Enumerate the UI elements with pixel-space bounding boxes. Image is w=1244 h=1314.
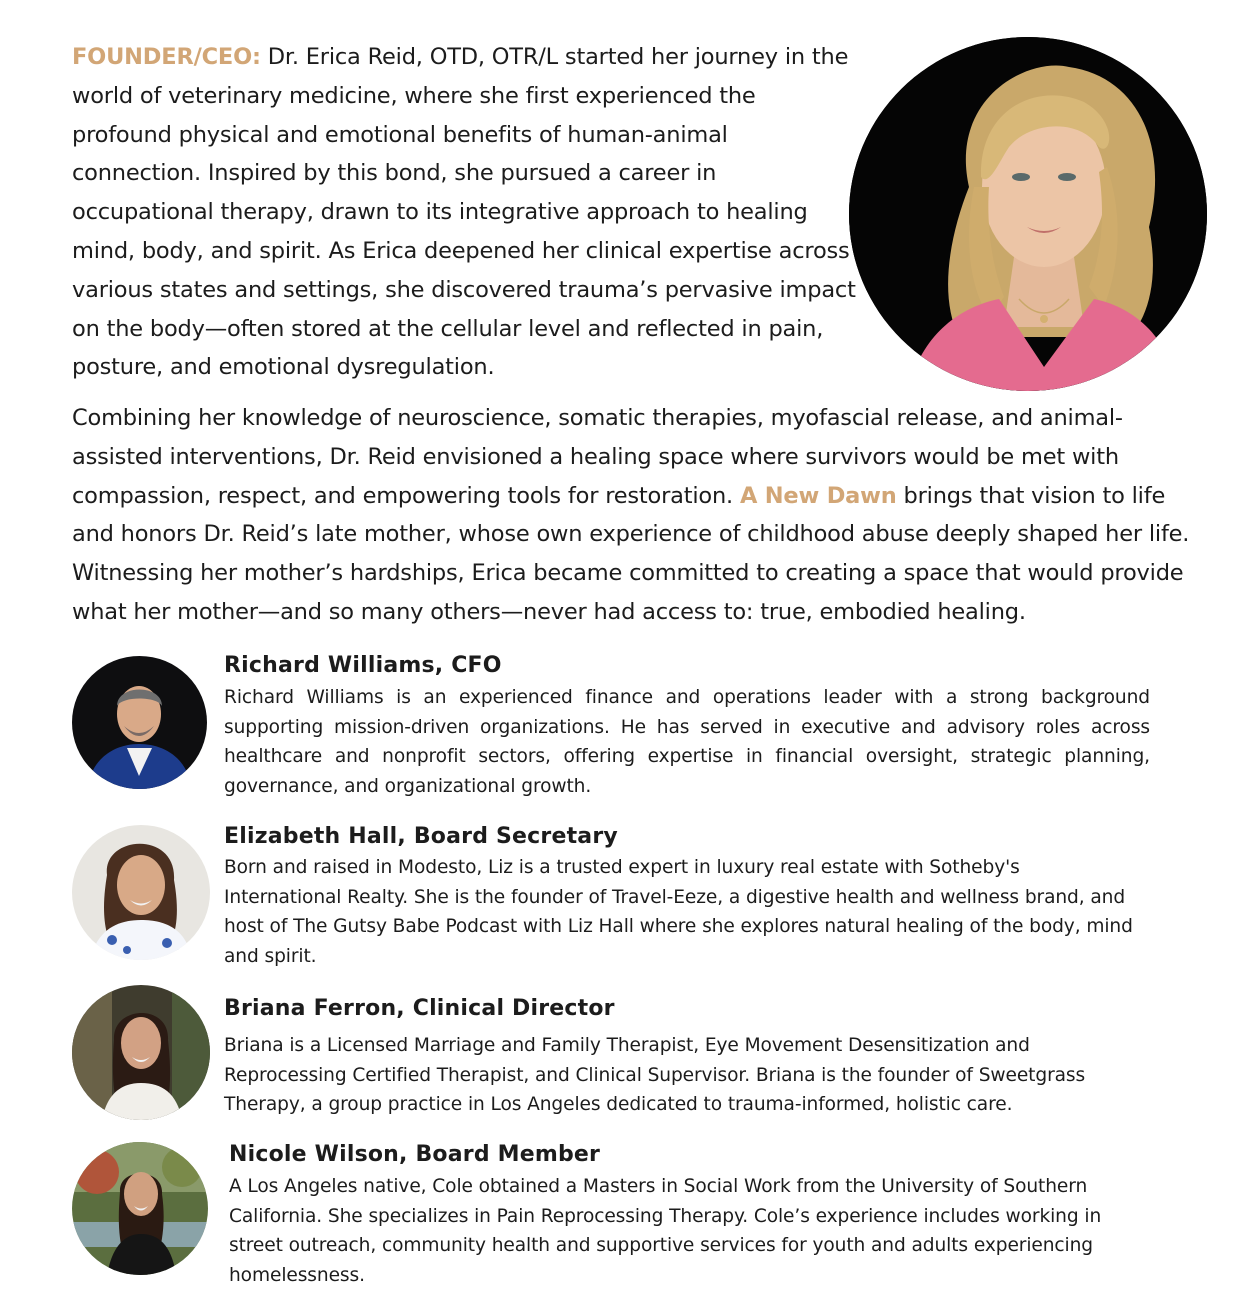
avatar [72,825,210,960]
founder-bio [72,38,862,387]
founder-label: FOUNDER/CEO: [72,44,261,70]
member-name: Nicole Wilson, Board Member [229,1142,601,1167]
mission-text-after: brings that vision to life and honors Dr. Reid’s late mother, whose own experience of childhood abuse deeply shaped her life. Witnessing her mother’s hardships, Erica became committed to creating a space that would provide what her mother—and so many others—never had access to: true, embodied healing. [72,482,1190,625]
avatar [72,985,210,1120]
organization-name: A New Dawn [739,482,897,509]
avatar [72,656,207,789]
member-name: Briana Ferron, Clinical Director [224,996,615,1021]
member-name: Elizabeth Hall, Board Secretary [224,824,618,849]
avatar [72,1142,208,1275]
mission-paragraph [72,399,1212,632]
member-bio: Richard Williams is an experienced finance and operations leader with a strong background supporting mission-driven organizations. He has served in executive and advisory roles across healthcare and nonprofit sectors, offering expertise in financial oversight, strategic planning, governance, and organizational growth. [224,687,1150,797]
founder-photo [849,37,1207,391]
mission-text-before: Combining her knowledge of neuroscience, somatic therapies, myofascial release, and animal-assisted interventions, Dr. Reid envisioned a healing space where survivors would be met with compassion, respect, and empowering tools for restoration. [72,405,1123,509]
member-bio: Briana is a Licensed Marriage and Family Therapist, Eye Movement Desensitization and Reprocessing Certified Therapist, and Clinical Supervisor. Briana is the founder of Sweetgrass Therapy, a group practice in Los Angeles dedicated to trauma-informed, holistic care. [224,1035,1086,1116]
member-bio: Born and raised in Modesto, Liz is a trusted expert in luxury real estate with Sotheby's International Realty. She is the founder of Travel-Eeze, a digestive health and wellness brand, and host of The Gutsy Babe Podcast with Liz Hall where she explores natural healing of the body, mind and spirit. [224,857,1133,967]
member-name: Richard Williams, CFO [224,653,502,678]
member-bio: A Los Angeles native, Cole obtained a Masters in Social Work from the University of Southern California. She specializes in Pain Reprocessing Therapy. Cole’s experience includes working in street outreach, community health and supportive services for youth and adults experiencing homelessness. [229,1176,1102,1286]
founder-text: Dr. Erica Reid, OTD, OTR/L started her journey in the world of veterinary medicine, where she first experienced the profound physical and emotional benefits of human-animal connection. Inspired by this bond, she pursued a career in occupational therapy, drawn to its integrative approach to healing mind, body, and spirit. As Erica deepened her clinical expertise across various states and settings, she discovered trauma’s pervasive impact on the body—often stored at the cellular level and reflected in pain, posture, and emotional dysregulation. [72,44,856,381]
